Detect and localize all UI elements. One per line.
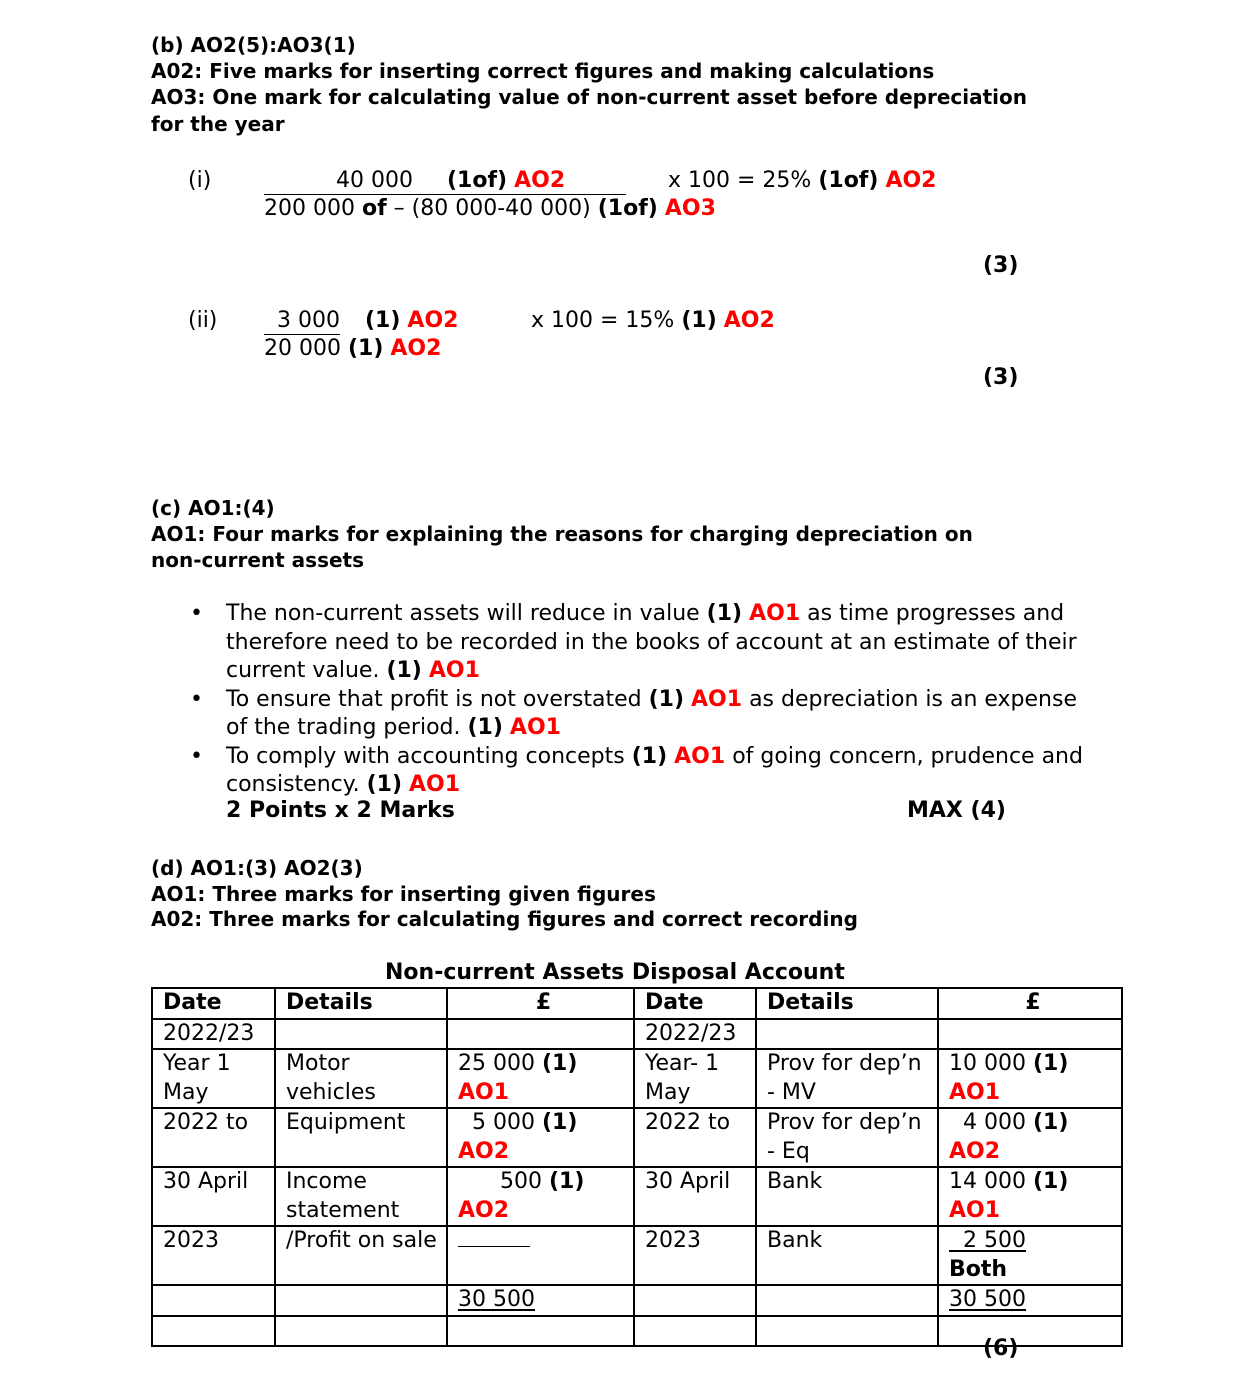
empty-cell	[938, 1316, 1122, 1347]
part-ii-denominator	[264, 335, 441, 363]
empty-cell	[756, 1316, 938, 1347]
credit-date: 2022/23	[634, 1019, 756, 1050]
amount-mark: Both	[949, 1256, 1008, 1282]
debit-date: 2022 to	[152, 1108, 275, 1167]
part-i-result	[668, 167, 936, 195]
reason-ao: AO1	[428, 658, 480, 683]
debit-details	[275, 1019, 447, 1050]
credit-amount	[938, 1167, 1122, 1226]
credit-amount	[938, 1019, 1122, 1050]
empty-cell	[152, 1285, 275, 1316]
section-d-total-marks: (6)	[983, 1336, 1019, 1361]
section-d-criteria-ao1: AO1: Three marks for inserting given figures	[151, 882, 656, 906]
header-details-credit: Details	[756, 988, 938, 1019]
balancing-line	[458, 1228, 530, 1247]
debit-date: 30 April	[152, 1167, 275, 1226]
part-i-denominator-ao: AO3	[664, 196, 716, 221]
part-ii-result-ao: AO2	[723, 308, 775, 333]
bullet-icon: •	[190, 686, 203, 712]
debit-details: Motor vehicles	[275, 1049, 447, 1108]
part-i-numerator	[264, 167, 626, 195]
credit-details: Prov for dep’n - Eq	[756, 1108, 938, 1167]
reason-text: To ensure that profit is not overstated	[226, 686, 649, 712]
amount-ao: AO1	[458, 1079, 510, 1105]
max-marks: MAX (4)	[907, 798, 1006, 823]
part-i-label: (i)	[188, 168, 212, 193]
disposal-account-table	[151, 987, 1123, 1347]
bullet-icon: •	[190, 743, 203, 769]
credit-details: Prov for dep’n - MV	[756, 1049, 938, 1108]
amount-mark: (1)	[1032, 1051, 1069, 1076]
bullet-icon: •	[190, 601, 203, 626]
empty-cell	[275, 1316, 447, 1347]
amount-ao: AO1	[949, 1079, 1001, 1105]
part-ii-result	[531, 307, 775, 335]
debit-amount	[447, 1167, 634, 1226]
part-i-denominator-a: 200 000	[264, 196, 355, 221]
reason-mark: (1)	[386, 658, 422, 683]
amount-value: 5 000	[472, 1110, 535, 1135]
reason-ao: AO1	[674, 743, 726, 769]
debit-amount	[447, 1019, 634, 1050]
section-b-criteria-ao2: A02: Five marks for inserting correct figures and making calculations	[151, 59, 935, 83]
section-c-heading: (c) AO1:(4)	[151, 496, 275, 520]
reason-bullet	[190, 686, 1090, 743]
debit-amount	[447, 1108, 634, 1167]
credit-amount	[938, 1108, 1122, 1167]
empty-cell	[275, 1285, 447, 1316]
debit-total: 30 500	[447, 1285, 634, 1316]
amount-mark: (1)	[1032, 1169, 1069, 1194]
credit-date: 2023	[634, 1226, 756, 1285]
empty-cell	[152, 1316, 275, 1347]
credit-details: Bank	[756, 1226, 938, 1285]
debit-date: Year 1 May	[152, 1049, 275, 1108]
reason-ao: AO1	[691, 686, 743, 712]
credit-date: 2022 to	[634, 1108, 756, 1167]
reason-ao: AO1	[409, 772, 461, 797]
debit-details: /Profit on sale	[275, 1226, 447, 1285]
section-c-criteria: AO1: Four marks for explaining the reasons for charging depreciation on	[151, 522, 973, 546]
amount-value: 4 000	[963, 1110, 1026, 1135]
reason-text: The non-current assets will reduce in value	[226, 601, 707, 626]
part-i-denominator-b: – (80 000-40 000)	[393, 196, 591, 221]
part-i-total-marks: (3)	[983, 253, 1019, 278]
table-blank-row	[152, 1316, 1122, 1347]
points-note: 2 Points x 2 Marks	[226, 798, 455, 823]
reason-mark: (1)	[631, 743, 668, 769]
reason-ao: AO1	[509, 715, 561, 740]
part-i-result-ao: AO2	[885, 168, 937, 193]
credit-date: 30 April	[634, 1167, 756, 1226]
part-ii-total-marks: (3)	[983, 365, 1019, 390]
debit-date: 2022/23	[152, 1019, 275, 1050]
credit-details: Bank	[756, 1167, 938, 1226]
amount-value: 2 500	[963, 1228, 1026, 1253]
empty-cell	[756, 1285, 938, 1316]
part-i-numerator-value: 40 000	[336, 168, 413, 193]
section-d-criteria-ao2: A02: Three marks for calculating figures and correct recording	[151, 907, 858, 931]
amount-mark: (1)	[548, 1169, 585, 1194]
debit-amount	[447, 1226, 634, 1285]
part-ii-result-value: x 100 = 15%	[531, 308, 675, 333]
amount-mark: (1)	[541, 1110, 578, 1135]
amount-value: 500	[499, 1169, 542, 1194]
reason-text: To comply with accounting concepts	[226, 743, 632, 769]
section-c-criteria-cont: non-current assets	[151, 548, 364, 572]
table-total-row	[152, 1285, 1122, 1316]
part-ii-denominator-value: 20 000	[264, 336, 341, 361]
header-date-credit: Date	[634, 988, 756, 1019]
part-ii-numerator-value: 3 000	[264, 308, 340, 335]
part-i-numerator-mark: (1of)	[446, 168, 508, 193]
empty-cell	[447, 1316, 634, 1347]
depreciation-reasons-list	[190, 600, 1090, 800]
reason-text-cont: of going concern, prudence and consistency.	[226, 743, 1083, 797]
header-date-debit: Date	[152, 988, 275, 1019]
section-b-heading: (b) AO2(5):AO3(1)	[151, 33, 356, 57]
empty-cell	[634, 1285, 756, 1316]
reason-text-cont: as depreciation is an expense of the trading period.	[226, 686, 1077, 740]
debit-details: Income statement	[275, 1167, 447, 1226]
credit-date: Year- 1 May	[634, 1049, 756, 1108]
reason-mark: (1)	[467, 715, 503, 740]
section-b-criteria-ao3: AO3: One mark for calculating value of non-current asset before depreciation	[151, 85, 1027, 109]
part-i-denominator-of: of	[361, 196, 387, 221]
empty-cell	[634, 1316, 756, 1347]
debit-date: 2023	[152, 1226, 275, 1285]
credit-amount	[938, 1049, 1122, 1108]
credit-total: 30 500	[938, 1285, 1122, 1316]
reason-mark: (1)	[648, 686, 685, 712]
credit-amount	[938, 1226, 1122, 1285]
table-row	[152, 1019, 1122, 1050]
part-ii-denominator-mark: (1)	[347, 336, 384, 361]
header-amount-credit: £	[938, 988, 1122, 1019]
amount-mark: (1)	[1032, 1110, 1069, 1135]
table-header-row	[152, 988, 1122, 1019]
part-i-result-value: x 100 = 25%	[668, 168, 812, 193]
table-row	[152, 1108, 1122, 1167]
amount-ao: AO2	[949, 1138, 1001, 1164]
header-amount-debit: £	[447, 988, 634, 1019]
amount-value: 10 000	[949, 1051, 1026, 1076]
credit-details	[756, 1019, 938, 1050]
amount-ao: AO1	[949, 1197, 1001, 1223]
part-i-denominator	[264, 195, 716, 223]
debit-details: Equipment	[275, 1108, 447, 1167]
reason-ao: AO1	[749, 601, 801, 626]
part-i-denominator-mark: (1of)	[597, 196, 658, 221]
part-ii-numerator-ao: AO2	[407, 308, 459, 333]
reason-mark: (1)	[366, 772, 403, 797]
part-ii-numerator-mark: (1)	[365, 308, 401, 333]
reason-mark: (1)	[706, 601, 743, 626]
part-ii-numerator	[264, 307, 458, 335]
section-d-heading: (d) AO1:(3) AO2(3)	[151, 856, 363, 880]
reason-text-cont: as time progresses and therefore need to be recorded in the books of account at an estimate of their current value.	[226, 601, 1077, 683]
header-details-debit: Details	[275, 988, 447, 1019]
ledger-title: Non-current Assets Disposal Account	[385, 960, 845, 985]
section-b-criteria-ao3-cont: for the year	[151, 112, 285, 136]
table-row	[152, 1226, 1122, 1285]
table-row	[152, 1167, 1122, 1226]
part-ii-result-mark: (1)	[681, 308, 717, 333]
table-row	[152, 1049, 1122, 1108]
part-i-numerator-ao: AO2	[514, 168, 566, 193]
part-ii-label: (ii)	[188, 308, 218, 333]
reason-bullet	[190, 743, 1090, 800]
part-i-result-mark: (1of)	[818, 168, 879, 193]
amount-mark: (1)	[541, 1051, 578, 1076]
amount-ao: AO2	[458, 1138, 510, 1164]
amount-value: 14 000	[949, 1169, 1026, 1194]
reason-bullet	[190, 600, 1090, 686]
amount-value: 25 000	[458, 1051, 535, 1076]
part-ii-denominator-ao: AO2	[390, 336, 442, 361]
debit-amount	[447, 1049, 634, 1108]
amount-ao: AO2	[458, 1197, 510, 1223]
